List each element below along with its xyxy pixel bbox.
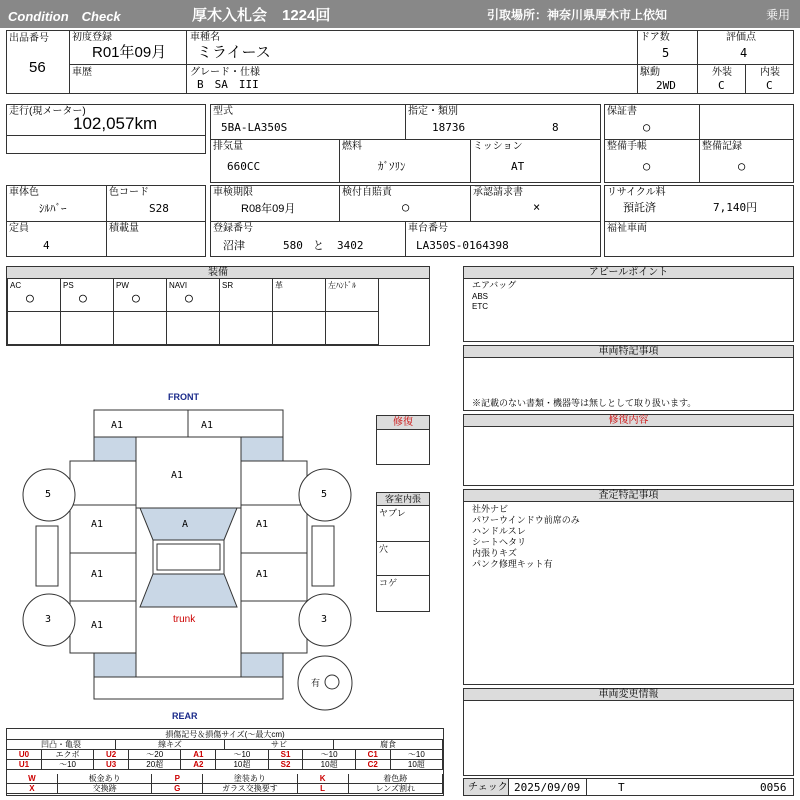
legend-code: K (298, 774, 349, 784)
notes-panel (463, 345, 794, 411)
equipment-cell (325, 278, 379, 312)
rear-label: REAR (172, 711, 198, 721)
repair-panel (463, 414, 794, 486)
warranty-box (604, 104, 700, 140)
damage-mark: A1 (171, 470, 184, 481)
equipment-cell (113, 278, 167, 312)
condition-check-title: Condition Check (8, 9, 121, 24)
interior-value: C (766, 79, 773, 92)
legend-code: S1 (269, 750, 304, 760)
approval-label: 承認請求書 (473, 187, 523, 198)
assessment-line: パワーウインドウ前席のみ (472, 515, 580, 525)
first-reg-box (69, 30, 187, 65)
legend-code: C2 (356, 760, 391, 770)
approval-value: × (533, 200, 541, 214)
inspection-label: 車検期限 (213, 187, 253, 198)
tire-value: 3 (45, 614, 52, 625)
drive-label: 駆動 (640, 67, 660, 78)
appeal-line: ABS (472, 292, 489, 301)
insurance-label: 検付自賠責 (342, 187, 392, 198)
approval-box (470, 185, 601, 222)
color-value: ｼﾙﾊﾞｰ (39, 202, 67, 215)
equipment-label: AC (10, 281, 22, 290)
interior-row: ヤブレ (379, 508, 406, 518)
equipment-cell (219, 278, 273, 312)
equipment-mark: ○ (132, 291, 140, 306)
damage-mark: A1 (91, 569, 104, 580)
recycle-status: 預託済 (623, 201, 656, 214)
legend-code: S2 (269, 760, 304, 770)
equipment-label: 左ﾊﾝﾄﾞﾙ (328, 281, 356, 290)
legend-value: 〜10 (42, 760, 94, 770)
model-value: 5BA-LA350S (221, 121, 288, 134)
legend-value: 10超 (303, 760, 355, 770)
legend-value: 〜20 (129, 750, 181, 760)
first-reg-label: 初度登録 (72, 32, 112, 43)
mileage-divider (7, 135, 205, 136)
repair-mini-label: 修復 (377, 416, 429, 430)
capacity-box (6, 221, 107, 257)
manual-value: ○ (643, 159, 651, 173)
check-code: T (618, 781, 625, 794)
check-divider (586, 779, 587, 795)
equipment-empty-cell (272, 311, 326, 345)
first-reg-value: R01年09月 (92, 44, 167, 61)
legend-code: U3 (94, 760, 129, 770)
assessment-line: シートヘタリ (472, 537, 527, 547)
capacity-value: 4 (43, 239, 50, 252)
grade-box (186, 64, 638, 94)
plate-box (210, 221, 406, 257)
damage-mark: A1 (256, 569, 269, 580)
fuel-label: 燃料 (342, 141, 362, 152)
legend-value: 10超 (391, 760, 443, 770)
legend-body (7, 740, 443, 795)
equipment-label: NAVI (169, 281, 188, 290)
exterior-box (697, 64, 746, 94)
warranty-value: ○ (643, 120, 651, 134)
plate-area: 沼津 (223, 239, 245, 252)
insurance-box (339, 185, 471, 222)
legend-code: P (152, 774, 203, 784)
mission-box (470, 139, 601, 183)
recycle-fee: 7,140円 (713, 201, 758, 214)
mileage-label: 走行(現メーター) (9, 106, 86, 117)
equipment-mark: ○ (26, 291, 34, 306)
model-label: 型式 (213, 106, 233, 117)
damage-mark: A1 (256, 519, 269, 530)
lot-label: 出品番号 (9, 33, 49, 44)
legend-column-header: サビ (225, 740, 334, 750)
legend-column-header: 凹凸・亀裂 (7, 740, 116, 750)
legend-code: U2 (94, 750, 129, 760)
left-front-fender (70, 461, 136, 505)
lot-number: 56 (29, 59, 46, 76)
left-mirror (36, 526, 58, 586)
history-box (69, 64, 187, 94)
load-box (106, 221, 206, 257)
interior-divider (377, 541, 429, 542)
warranty-empty-box (699, 104, 794, 140)
exterior-value: C (718, 79, 725, 92)
rear-right-corner (241, 653, 283, 677)
car-name-box (186, 30, 638, 65)
designation-value: 18736 (432, 121, 466, 134)
equipment-mark: ○ (185, 291, 193, 306)
equipment-mark: ○ (79, 291, 87, 306)
equipment-cell (166, 278, 220, 312)
hood (136, 437, 241, 508)
chassis-value: LA350S-0164398 (416, 239, 509, 252)
right-mirror (312, 526, 334, 586)
equipment-cell (60, 278, 114, 312)
plate-label: 登録番号 (213, 223, 253, 234)
damage-mark: A (182, 519, 189, 530)
chassis-label: 車台番号 (408, 223, 448, 234)
interior-trim-box (376, 492, 430, 612)
history-label: 車歴 (72, 67, 92, 78)
appeal-line: ETC (472, 302, 488, 311)
front-right-corner (241, 437, 283, 461)
check-number: 0056 (760, 781, 787, 794)
score-value: 4 (740, 46, 748, 60)
check-label: チェック (468, 782, 508, 793)
damage-mark: A1 (91, 519, 104, 530)
legend-value: 〜10 (391, 750, 443, 760)
check-date: 2025/09/09 (514, 781, 581, 794)
interior-box (745, 64, 794, 94)
changes-title: 車両変更情報 (464, 689, 793, 701)
rear-bumper (94, 677, 283, 699)
equipment-empty-cell (7, 311, 61, 345)
damage-mark: A1 (111, 420, 124, 431)
right-rear-door (241, 553, 307, 601)
repair-mini-box (376, 415, 430, 465)
equipment-label: PW (116, 281, 129, 290)
inspection-value: R08年09月 (241, 203, 296, 215)
legend-value: 交換跡 (58, 784, 152, 794)
front-left-corner (94, 437, 136, 461)
record-label: 整備記録 (702, 141, 742, 152)
legend-column-header: 線キズ (116, 740, 225, 750)
car-name-label: 車種名 (190, 32, 220, 43)
car-name-value: ミライース (197, 44, 271, 61)
repair-title: 修復内容 (464, 415, 793, 427)
legend-value: 〜10 (216, 750, 268, 760)
equipment-empty-cell (166, 311, 220, 345)
rear-window (140, 574, 237, 607)
notes-text: ※記載のない書類・機器等は無しとして取り扱います。 (472, 398, 697, 408)
plate-class: 580 (283, 239, 303, 252)
plate-kana: と (313, 239, 324, 252)
legend-panel (6, 728, 444, 796)
designation-box (405, 104, 601, 140)
damage-mark: A1 (201, 420, 214, 431)
assessment-line: パンク修理キット有 (472, 559, 553, 569)
record-box (699, 139, 794, 183)
equipment-empty-cell (113, 311, 167, 345)
front-label: FRONT (168, 392, 199, 402)
interior-row: コゲ (379, 578, 398, 588)
legend-value: 20超 (129, 760, 181, 770)
equipment-empty-cell (219, 311, 273, 345)
assessment-line: 社外ナビ (472, 504, 509, 514)
legend-code: G (152, 784, 203, 794)
legend-code: U1 (7, 760, 42, 770)
welfare-label: 福祉車両 (607, 223, 647, 234)
right-front-fender (241, 461, 307, 505)
car-diagram (0, 380, 440, 725)
displacement-box (210, 139, 340, 183)
load-label: 積載量 (109, 223, 139, 234)
right-rear-quarter (241, 601, 307, 653)
appeal-title: アピールポイント (464, 267, 793, 279)
legend-code: A1 (181, 750, 216, 760)
classification-value: 8 (552, 121, 559, 134)
legend-value: エクボ (42, 750, 94, 760)
capacity-label: 定員 (9, 223, 29, 234)
exterior-label: 外装 (712, 67, 732, 78)
fuel-value: ｶﾞｿﾘﾝ (378, 160, 406, 173)
equipment-title: 装備 (7, 267, 429, 279)
check-label-cell (463, 778, 509, 796)
recycle-box (604, 185, 794, 222)
fuel-box (339, 139, 471, 183)
doors-label: ドア数 (640, 32, 670, 43)
assessment-line: 内張りキズ (472, 548, 517, 558)
legend-code: U0 (7, 750, 42, 760)
inspection-box (210, 185, 340, 222)
warranty-label: 保証書 (607, 106, 637, 117)
legend-value: レンズ割れ (349, 784, 443, 794)
recycle-label: リサイクル料 (607, 187, 666, 198)
mileage-value: 102,057km (73, 114, 158, 133)
equipment-panel (6, 266, 430, 346)
equipment-cell (7, 278, 61, 312)
interior-row: 穴 (379, 544, 389, 554)
category-label: 乗用 (766, 8, 791, 22)
rear-left-corner (94, 653, 136, 677)
tire-value: 5 (45, 489, 52, 500)
doors-box (637, 30, 698, 65)
interior-divider (377, 575, 429, 576)
legend-code: X (7, 784, 58, 794)
pickup-location: 引取場所：神奈川県厚木市上依知 (487, 8, 668, 22)
tire-value: 5 (321, 489, 328, 500)
assessment-line: ハンドルスレ (472, 526, 526, 536)
right-front-door (241, 505, 307, 553)
legend-code: W (7, 774, 58, 784)
designation-label: 指定・類別 (408, 106, 458, 117)
equipment-empty-cell (325, 311, 379, 345)
legend-column-header: 腐食 (334, 740, 443, 750)
doors-value: 5 (662, 46, 670, 60)
equipment-empty-cell (60, 311, 114, 345)
equipment-label: SR (222, 281, 234, 290)
equipment-label: 革 (275, 281, 283, 290)
legend-value: 塗装あり (203, 774, 297, 784)
spare-tire-label: 有 (311, 679, 321, 689)
appeal-line: エアバッグ (472, 280, 517, 290)
legend-value: 〜10 (303, 750, 355, 760)
legend-code: L (298, 784, 349, 794)
check-bar (463, 778, 794, 796)
color-label: 車体色 (9, 187, 39, 198)
roof (153, 540, 224, 574)
color-box (6, 185, 107, 222)
model-box (210, 104, 406, 140)
manual-label: 整備手帳 (607, 141, 647, 152)
windshield (140, 508, 237, 540)
assessment-title: 査定特記事項 (464, 490, 793, 502)
drive-box (637, 64, 698, 94)
chassis-box (405, 221, 601, 257)
legend-title: 損傷記号＆損傷サイズ(〜最大cm) (7, 729, 443, 740)
legend-value: 板金あり (58, 774, 152, 784)
legend-value: 着色跡 (349, 774, 443, 784)
auction-title: 厚木入札会 1224回 (192, 7, 331, 24)
lot-box (6, 30, 70, 94)
displacement-label: 排気量 (213, 141, 243, 152)
record-value: ○ (738, 159, 746, 173)
legend-code: C1 (356, 750, 391, 760)
equipment-cell (272, 278, 326, 312)
notes-title: 車両特記事項 (464, 346, 793, 358)
trunk-label: trunk (173, 614, 196, 625)
equipment-label: PS (63, 281, 74, 290)
appeal-panel (463, 266, 794, 342)
drive-value: 2WD (656, 79, 676, 92)
interior-trim-title: 客室内張 (377, 493, 429, 506)
color-code-value: S28 (149, 202, 169, 215)
score-box (697, 30, 794, 65)
assessment-panel (463, 489, 794, 685)
equipment-grid (7, 278, 429, 345)
grade-value: B SA III (197, 78, 259, 91)
mileage-box (6, 104, 206, 154)
tire-value: 3 (321, 614, 328, 625)
manual-box (604, 139, 700, 183)
insurance-value: ○ (402, 200, 410, 214)
displacement-value: 660CC (227, 160, 261, 173)
legend-value: ガラス交換要す (203, 784, 297, 794)
color-code-box (106, 185, 206, 222)
changes-panel (463, 688, 794, 776)
plate-number: 3402 (337, 239, 364, 252)
damage-mark: A1 (91, 620, 104, 631)
welfare-box (604, 221, 794, 257)
grade-label: グレード・仕様 (190, 67, 260, 78)
header-bar (0, 0, 800, 28)
color-code-label: 色コード (109, 187, 149, 198)
mission-value: AT (511, 160, 525, 173)
interior-label: 内装 (760, 67, 780, 78)
legend-value: 10超 (216, 760, 268, 770)
score-label: 評価点 (726, 32, 756, 43)
legend-code: A2 (181, 760, 216, 770)
mission-label: ミッション (473, 141, 523, 152)
